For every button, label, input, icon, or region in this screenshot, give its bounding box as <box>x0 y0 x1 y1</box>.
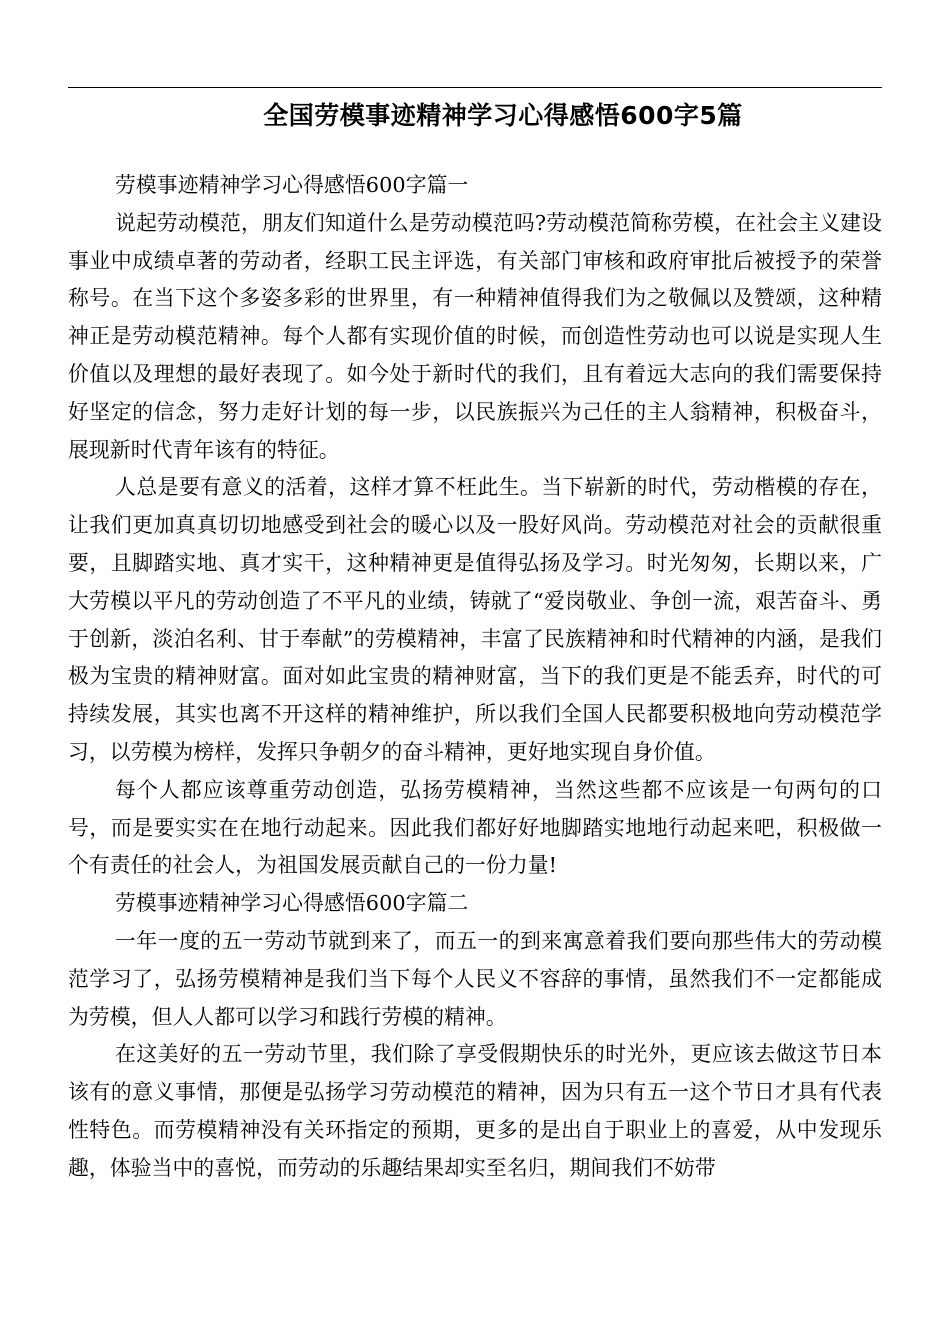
section-heading: 劳模事迹精神学习心得感悟600字篇一 <box>115 173 469 197</box>
header-rule <box>68 87 882 88</box>
document-title: 全国劳模事迹精神学习心得感悟600字5篇 <box>263 101 743 130</box>
paragraph: 人总是要有意义的活着，这样才算不枉此生。当下崭新的时代，劳动楷模的存在，让我们更加真真切切地感受到社会的暖心以及一股好风尚。劳动模范对社会的贡献很重要，且脚踏实地、真才实干，这种精神更是值得弘扬及学习。时光匆匆，长期以来，广大劳模以平凡的劳动创造了不平凡的业绩，铸就了“爱岗敬业、争创一流，艰苦奋斗、勇于创新，淡泊名利、甘于奉献”的劳模精神，丰富了民族精神和时代精神的内涵，是我们极为宝贵的精神财富。面对如此宝贵的精神财富，当下的我们更是不能丢弃，时代的可持续发展，其实也离不开这样的精神维护，所以我们全国人民都要积极地向劳动模范学习，以劳模为榜样，发挥只争朝夕的奋斗精神，更好地实现自身价值。 <box>68 475 882 764</box>
section-heading: 劳模事迹精神学习心得感悟600字篇二 <box>115 891 469 916</box>
paragraph: 说起劳动模范，朋友们知道什么是劳动模范吗?劳动模范简称劳模，在社会主义建设事业中成绩卓著的劳动者，经职工民主评选，有关部门审核和政府审批后被授予的荣誉称号。在当下这个多姿多彩的世界里，有一种精神值得我们为之敬佩以及赞颂，这种精神正是劳动模范精神。每个人都有实现价值的时候，而创造性劳动也可以说是实现人生价值以及理想的最好表现了。如今处于新时代的我们，且有着远大志向的我们需要保持好坚定的信念，努力走好计划的每一步，以民族振兴为己任的主人翁精神，积极奋斗，展现新时代青年该有的特征。 <box>68 210 882 462</box>
paragraph: 一年一度的五一劳动节就到来了，而五一的到来寓意着我们要向那些伟大的劳动模范学习了，弘扬劳模精神是我们当下每个人民义不容辞的事情，虽然我们不一定都能成为劳模，但人人都可以学习和践行劳模的精神。 <box>68 928 882 1029</box>
paragraph: 在这美好的五一劳动节里，我们除了享受假期快乐的时光外，更应该去做这节日本该有的意义事情，那便是弘扬学习劳动模范的精神，因为只有五一这个节日才具有代表性特色。而劳模精神没有关环指定的预期，更多的是出自于职业上的喜爱，从中发现乐趣，体验当中的喜悦，而劳动的乐趣结果却实至名归，期间我们不妨带 <box>68 1042 882 1180</box>
paragraph: 每个人都应该尊重劳动创造，弘扬劳模精神，当然这些都不应该是一句两句的口号，而是要实实在在地行动起来。因此我们都好好地脚踏实地地行动起来吧，积极做一个有责任的社会人，为祖国发展贡献自己的一份力量! <box>68 777 882 878</box>
document-body <box>68 167 882 1188</box>
